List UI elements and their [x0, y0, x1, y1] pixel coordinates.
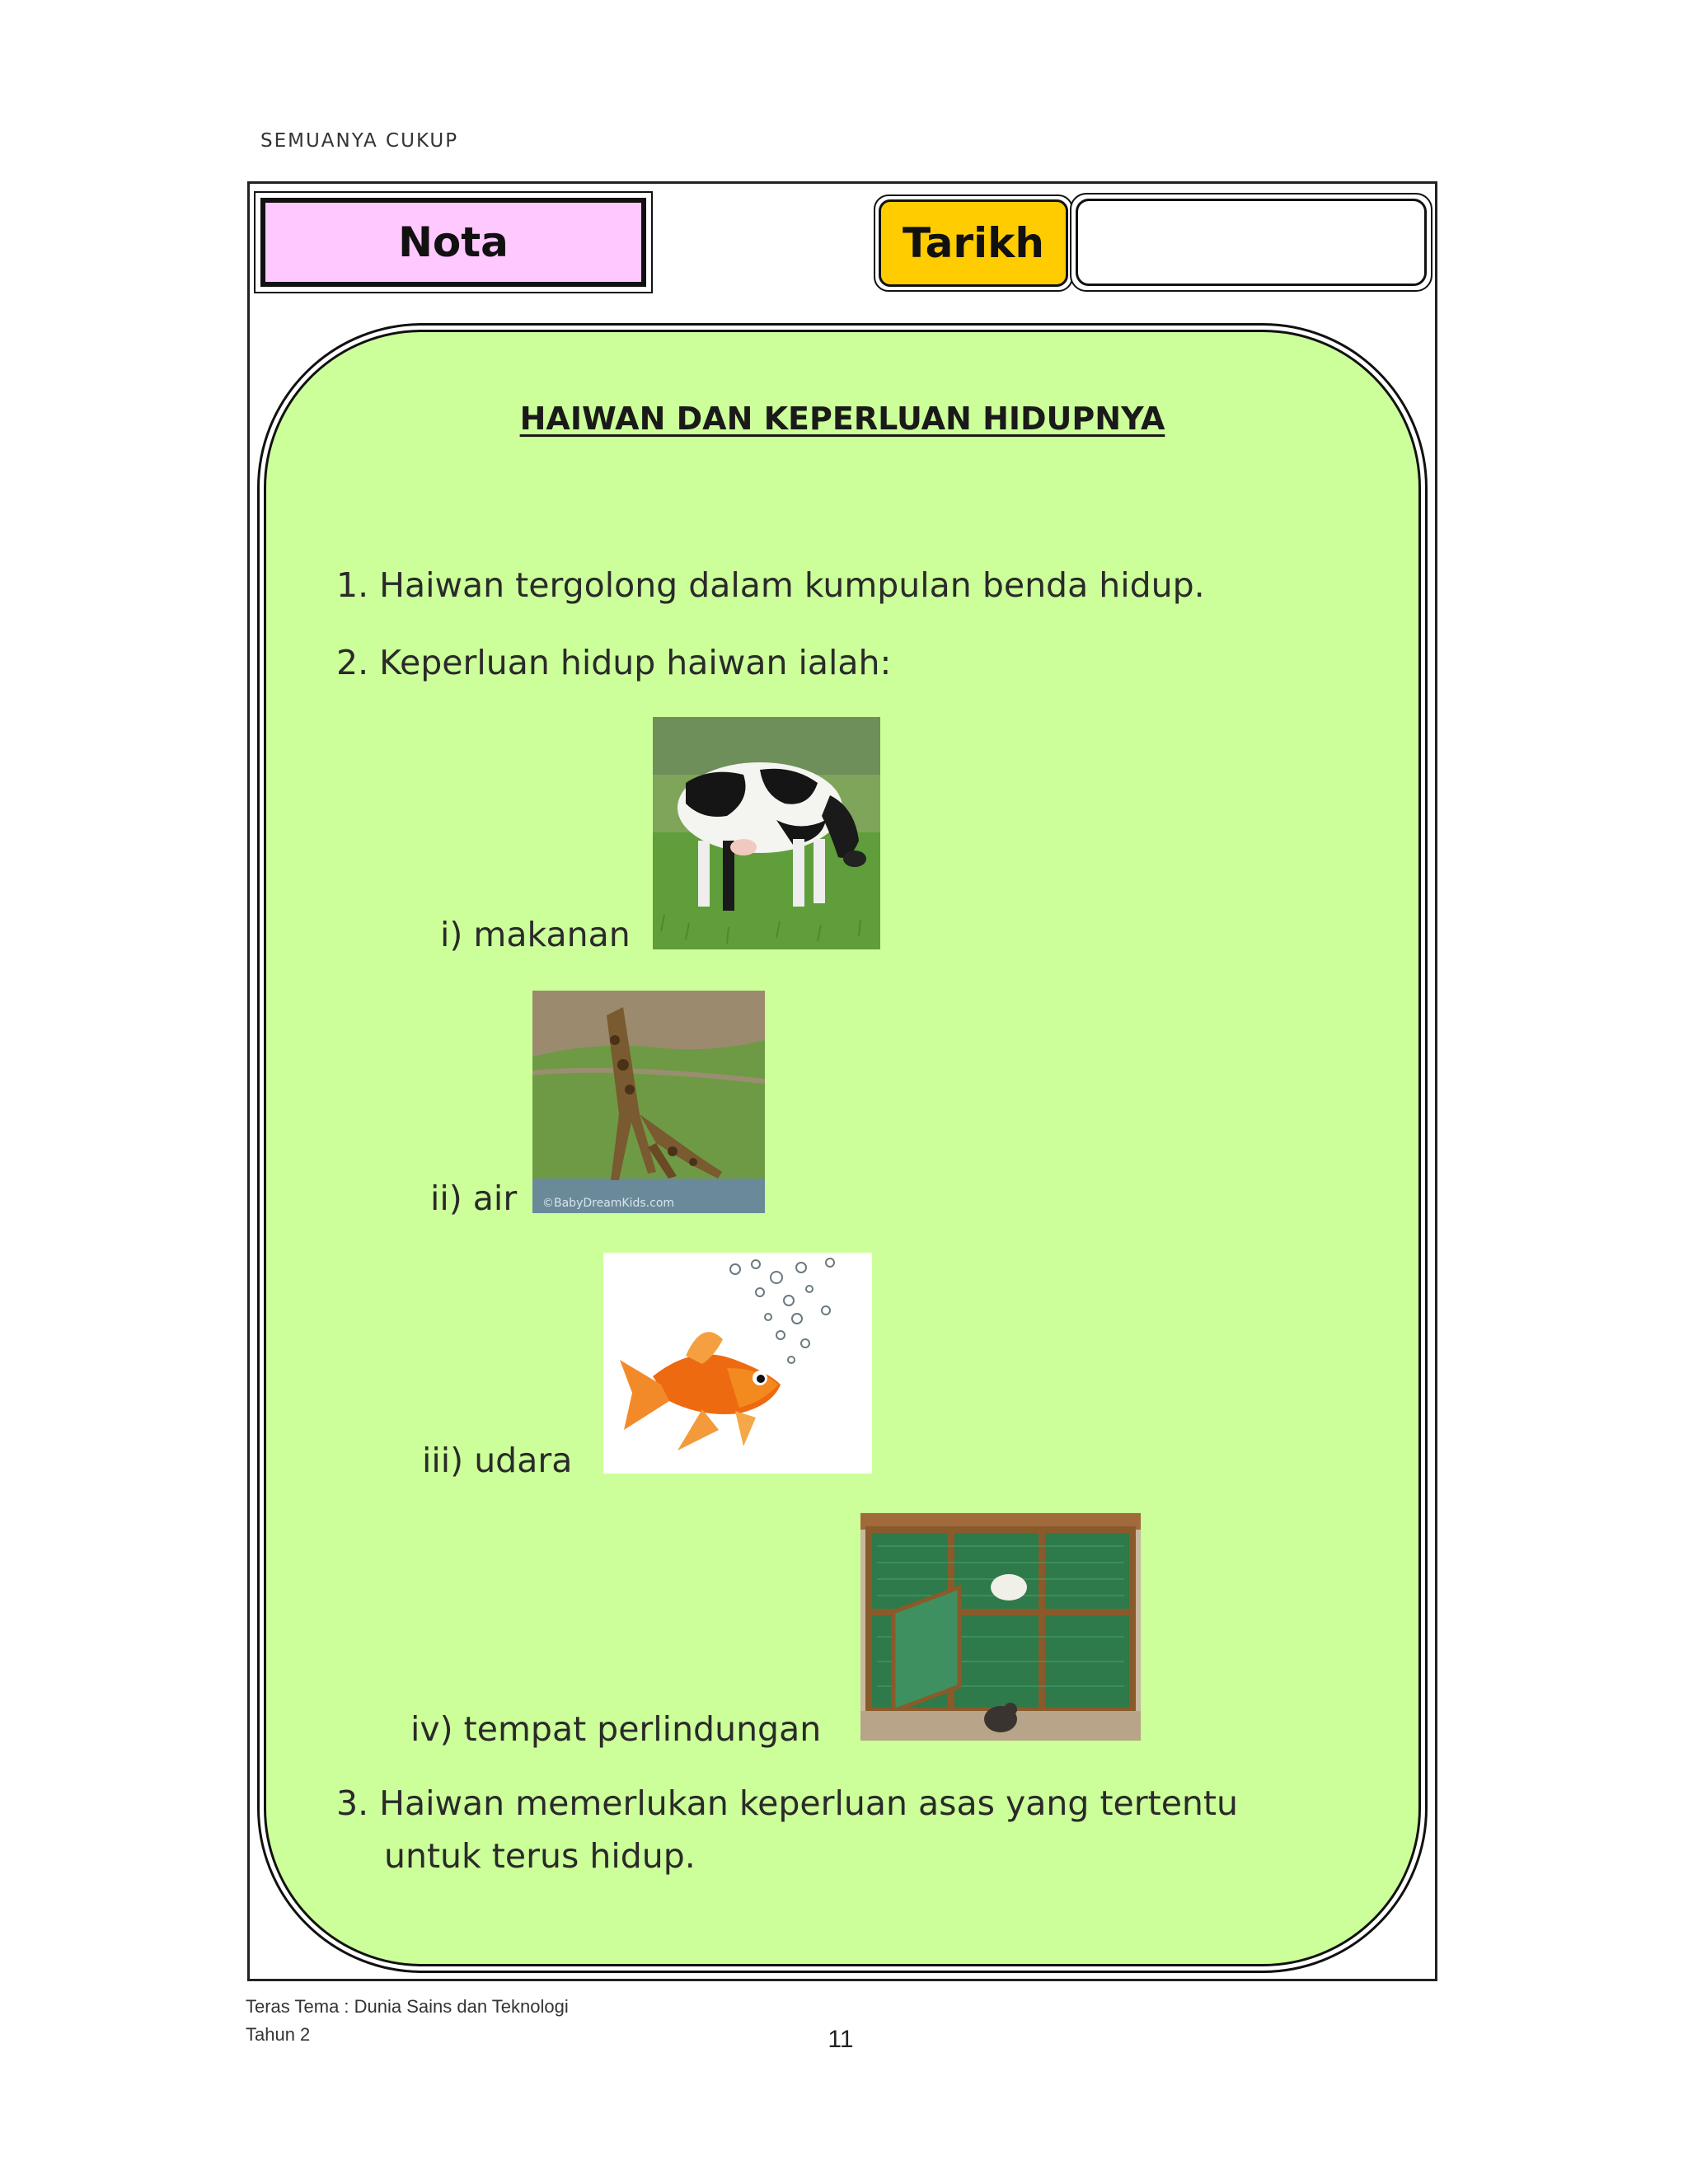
footer-year: Tahun 2 [246, 2024, 311, 2045]
goldfish-image [603, 1253, 872, 1474]
note-title: HAIWAN DAN KEPERLUAN HIDUPNYA [519, 401, 1165, 437]
need-label-air: iii) udara [422, 1441, 573, 1480]
need-label-shelter: iv) tempat perlindungan [410, 1709, 822, 1749]
giraffe-watermark: ©BabyDreamKids.com [542, 1197, 675, 1210]
need-label-food: i) makanan [440, 915, 631, 954]
note-item-2: 2. Keperluan hidup haiwan ialah: [336, 643, 892, 682]
giraffe-drinking-image [532, 991, 765, 1213]
date-field-inner [1076, 199, 1427, 286]
note-item-1: 1. Haiwan tergolong dalam kumpulan benda hidup. [336, 565, 1205, 605]
page-number: 11 [828, 2026, 854, 2053]
cow-grazing-image [653, 717, 880, 949]
running-header: SEMUANYA CUKUP [260, 130, 459, 152]
nota-box [254, 191, 653, 293]
animal-cage-image [860, 1513, 1141, 1741]
date-field[interactable] [1070, 193, 1432, 292]
need-label-water: ii) air [430, 1179, 518, 1218]
note-item-3-line-1: 3. Haiwan memerlukan keperluan asas yang tertentu [336, 1783, 1238, 1823]
nota-label-box [260, 198, 646, 287]
tarikh-box [874, 194, 1073, 292]
note-item-3-line-2: untuk terus hidup. [384, 1836, 696, 1876]
footer-theme: Teras Tema : Dunia Sains dan Teknologi [246, 1996, 569, 2017]
tarikh-label: Tarikh [902, 219, 1045, 267]
nota-label: Nota [398, 218, 509, 266]
tarikh-label-box [879, 199, 1068, 287]
